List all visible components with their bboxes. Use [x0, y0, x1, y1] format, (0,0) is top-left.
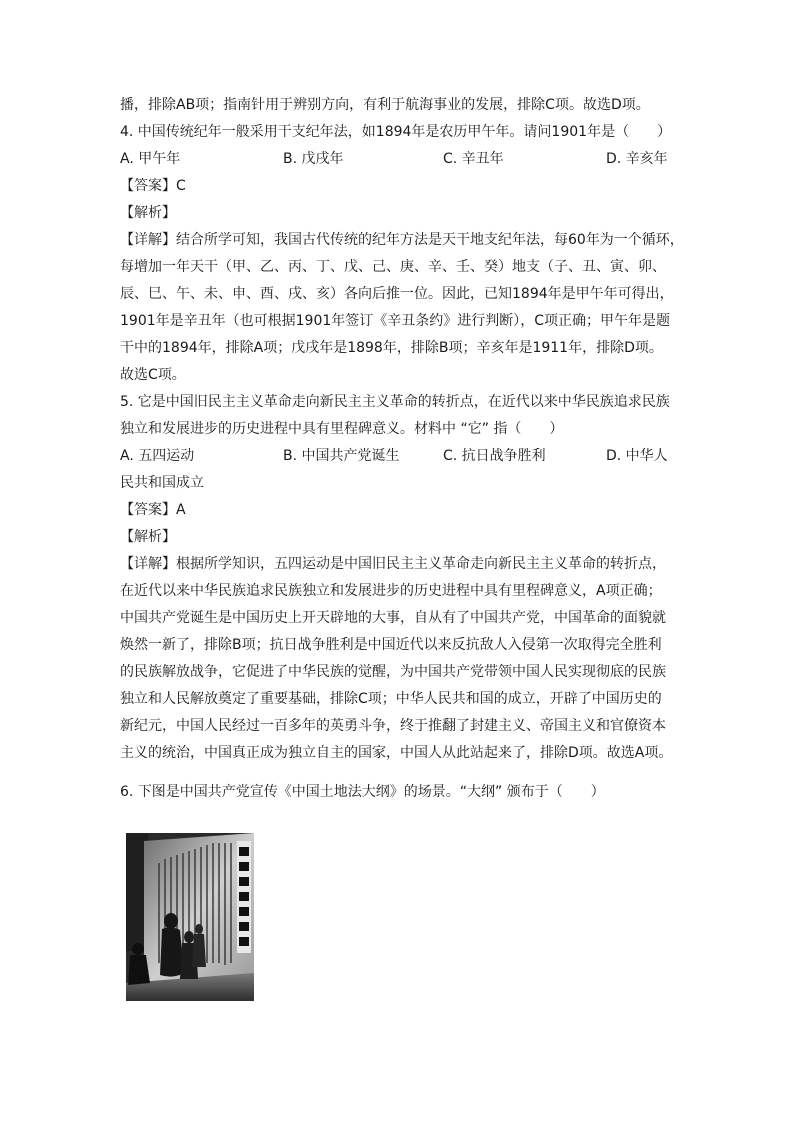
q5-options: [120, 443, 680, 470]
q5-detail-line: 焕然一新了，排除B项；抗日战争胜利是中国近代以来反抗敌人入侵第一次取得完全胜利: [120, 637, 662, 653]
q4-option-a: A. 甲午年: [120, 151, 181, 167]
q5-detail-line: 新纪元，中国人民经过一百多年的英勇斗争，终于推翻了封建主义、帝国主义和官僚资本: [120, 718, 666, 734]
q5-analysis-label: 【解析】: [120, 529, 176, 545]
q4-analysis-label: 【解析】: [120, 205, 176, 221]
q4-answer: 【答案】C: [120, 178, 186, 194]
q5-option-d: D. 中华人: [606, 448, 668, 464]
q4-detail-line: 1901年是辛丑年（也可根据1901年签订《辛丑条约》进行判断），C项正确；甲午年是题: [120, 313, 671, 329]
q4-detail-line: 干中的1894年，排除A项；戊戌年是1898年，排除B项；辛亥年是1911年，排除D项。: [120, 340, 663, 356]
q5-option-d-continued: 民共和国成立: [120, 475, 204, 491]
q4-detail-line: 【详解】结合所学可知，我国古代传统的纪年方法是天干地支纪年法，每60年为一个循环，: [120, 232, 684, 248]
q5-detail-line: 在近代以来中华民族追求民族独立和发展进步的历史进程中具有里程碑意义，A项正确；: [120, 583, 662, 599]
q5-detail-line: 的民族解放战争，它促进了中华民族的觉醒，为中国共产党带领中国人民实现彻底的民族: [120, 664, 666, 680]
q5-option-a: A. 五四运动: [120, 448, 195, 464]
q5-option-c: C. 抗日战争胜利: [443, 448, 546, 464]
q4-options: [120, 146, 680, 173]
q5-answer: 【答案】A: [120, 502, 186, 518]
previous-answer-tail: 播，排除AB项；指南针用于辨别方向，有利于航海事业的发展，排除C项。故选D项。: [120, 97, 650, 113]
q5-detail-line: 【详解】根据所学知识，五四运动是中国旧民主主义革命走向新民主主义革命的转折点，: [120, 556, 666, 572]
q4-option-b: B. 戊戌年: [283, 151, 344, 167]
q4-option-c: C. 辛丑年: [443, 151, 504, 167]
q6-stem: 6. 下图是中国共产党宣传《中国土地法大纲》的场景。“大纲” 颁布于（ ）: [120, 784, 605, 800]
land-law-propaganda-photo: [126, 833, 254, 1001]
q5-detail-line: 独立和人民解放奠定了重要基础，排除C项；中华人民共和国的成立，开辟了中国历史的: [120, 691, 662, 707]
q5-stem-line: 独立和发展进步的历史进程中具有里程碑意义。材料中 “它” 指（ ）: [120, 421, 564, 437]
document-page: [120, 92, 684, 806]
q5-detail-line: 主义的统治，中国真正成为独立自主的国家，中国人从此站起来了，排除D项。故选A项。: [120, 745, 673, 761]
q4-stem: 4. 中国传统纪年一般采用干支纪年法，如1894年是农历甲午年。请问1901年是（ ）: [120, 124, 672, 140]
q4-detail-line: 每增加一年天干（甲、乙、丙、丁、戊、己、庚、辛、壬、癸）地支（子、丑、寅、卯、: [120, 259, 666, 275]
q5-detail-line: 中国共产党诞生是中国历史上开天辟地的大事，自从有了中国共产党，中国革命的面貌就: [120, 610, 666, 626]
q5-stem-line: 5. 它是中国旧民主主义革命走向新民主主义革命的转折点，在近代以来中华民族追求民族: [120, 394, 670, 410]
q5-option-b: B. 中国共产党诞生: [283, 448, 400, 464]
q4-option-d: D. 辛亥年: [606, 151, 668, 167]
q4-detail-line: 辰、巳、午、未、申、酉、戌、亥）各向后推一位。因此，已知1894年是甲午年可得出，: [120, 286, 674, 302]
q4-detail-line: 故选C项。: [120, 367, 186, 383]
